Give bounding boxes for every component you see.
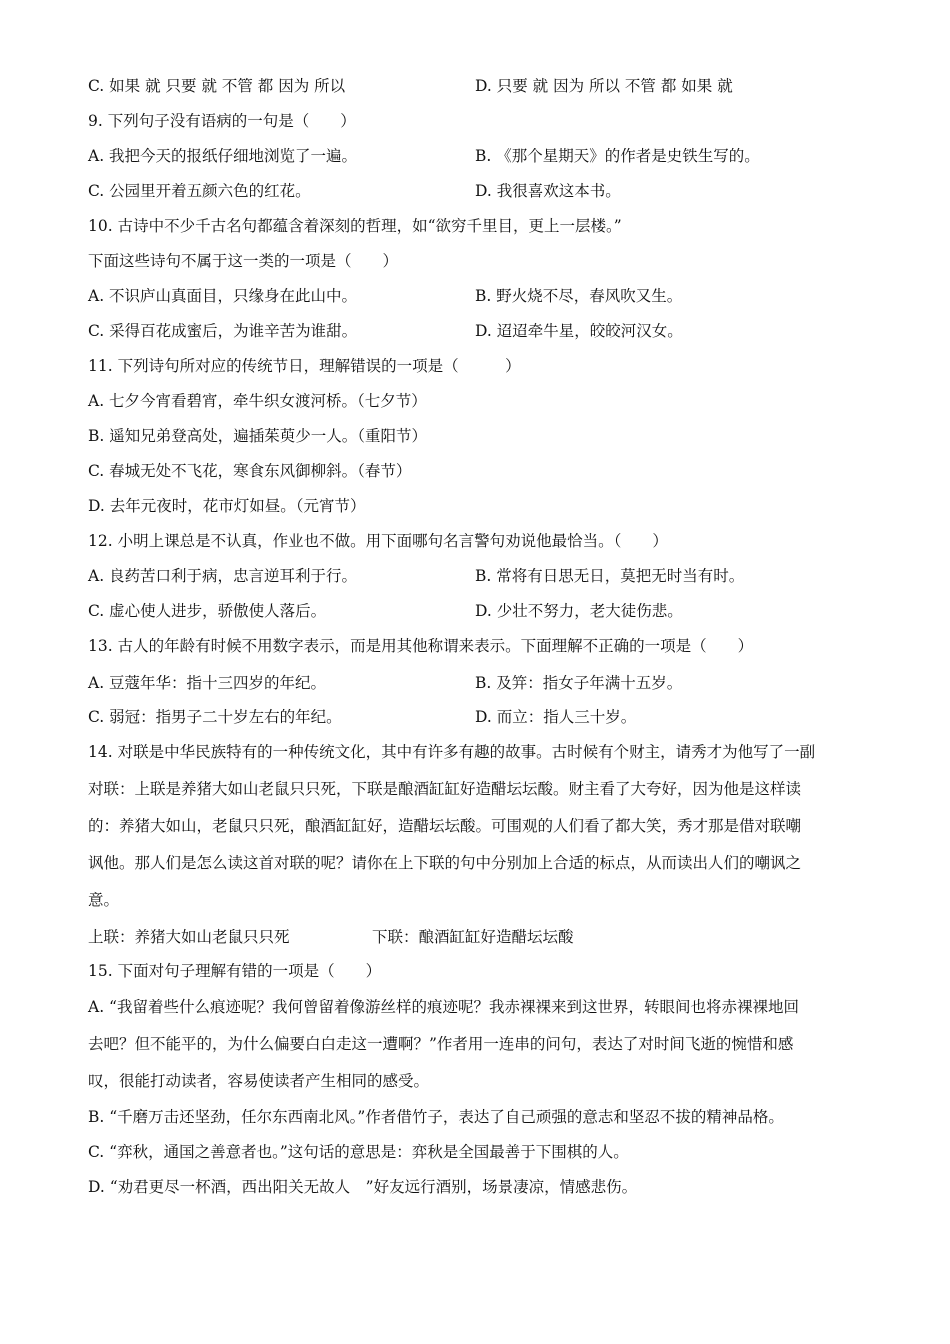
q12-stem: 12. 小明上课总是不认真，作业也不做。用下面哪句名言警句劝说他最恰当。（ ） <box>88 532 668 550</box>
q10-option-d: D. 迢迢牵牛星，皎皎河汉女。 <box>475 322 683 340</box>
q10-option-a: A. 不识庐山真面目，只缘身在此山中。 <box>88 287 358 305</box>
q12-option-c: C. 虚心使人进步，骄傲使人落后。 <box>88 602 327 620</box>
q13-option-d: D. 而立：指人三十岁。 <box>475 708 637 726</box>
q9-stem: 9. 下列句子没有语病的一句是（ ） <box>88 112 356 130</box>
q13-option-b: B. 及笄：指女子年满十五岁。 <box>475 674 683 692</box>
q9-option-d: D. 我很喜欢这本书。 <box>475 182 621 200</box>
q14-line4: 讽他。那人们是怎么读这首对联的呢？请你在上下联的句中分别加上合适的标点，从而读出人们的嘲讽之 <box>88 854 802 872</box>
q12-option-b: B. 常将有日思无日，莫把无时当有时。 <box>475 567 745 585</box>
q15-option-a-line3: 叹，很能打动读者，容易使读者产生相同的感受。 <box>88 1072 430 1090</box>
q15-option-d: D. “劝君更尽一杯酒，西出阳关无故人 ”好友远行酒别，场景凄凉，情感悲伤。 <box>88 1178 638 1196</box>
q11-option-b: B. 遥知兄弟登高处，遍插茱萸少一人。（重阳节） <box>88 427 427 445</box>
q10-option-b: B. 野火烧不尽，春风吹又生。 <box>475 287 683 305</box>
q15-option-b: B. “千磨万击还坚劲，任尔东西南北风。”作者借竹子，表达了自己顽强的意志和坚忍不拔的精神品格。 <box>88 1108 784 1126</box>
q13-stem: 13. 古人的年龄有时候不用数字表示，而是用其他称谓来表示。下面理解不正确的一项是（ ） <box>88 637 754 655</box>
q9-option-a: A. 我把今天的报纸仔细地浏览了一遍。 <box>88 147 358 165</box>
q9-option-c: C. 公园里开着五颜六色的红花。 <box>88 182 311 200</box>
q15-option-c: C. “弈秋，通国之善意者也。”这句话的意思是：弈秋是全国最善于下围棋的人。 <box>88 1143 629 1161</box>
q8-option-d: D. 只要 就 因为 所以 不管 都 如果 就 <box>475 77 733 95</box>
q12-option-d: D. 少壮不努力，老大徒伤悲。 <box>475 602 683 620</box>
q14-line5: 意。 <box>88 891 120 909</box>
q10-option-c: C. 采得百花成蜜后，为谁辛苦为谁甜。 <box>88 322 358 340</box>
q12-option-a: A. 良药苦口利于病，忠言逆耳利于行。 <box>88 567 358 585</box>
q11-option-d: D. 去年元夜时，花市灯如昼。（元宵节） <box>88 497 366 515</box>
q13-option-c: C. 弱冠：指男子二十岁左右的年纪。 <box>88 708 342 726</box>
q11-option-c: C. 春城无处不飞花，寒食东风御柳斜。（春节） <box>88 462 412 480</box>
q14-line1: 14. 对联是中华民族特有的一种传统文化，其中有许多有趣的故事。古时候有个财主，请秀才为他写了一副 <box>88 743 816 761</box>
q15-option-a-line1: A. “我留着些什么痕迹呢？我何曾留着像游丝样的痕迹呢？我赤裸裸来到这世界，转眼间也将赤裸裸地回 <box>88 998 799 1016</box>
q11-stem: 11. 下列诗句所对应的传统节日，理解错误的一项是（ ） <box>88 357 521 375</box>
q11-option-a: A. 七夕今宵看碧宵，牵牛织女渡河桥。（七夕节） <box>88 392 427 410</box>
q14-line2: 对联：上联是养猪大如山老鼠只只死，下联是酿酒缸缸好造醋坛坛酸。财主看了大夸好，因为他是这样读 <box>88 780 802 798</box>
q10-stem-line2: 下面这些诗句不属于这一类的一项是（ ） <box>88 252 399 270</box>
q14-lower-couplet: 下联：酿酒缸缸好造醋坛坛酸 <box>372 928 574 946</box>
q15-stem: 15. 下面对句子理解有错的一项是（ ） <box>88 962 382 980</box>
q14-line3: 的：养猪大如山，老鼠只只死，酿酒缸缸好，造醋坛坛酸。可围观的人们看了都大笑，秀才那是借对联嘲 <box>88 817 802 835</box>
q13-option-a: A. 豆蔻年华：指十三四岁的年纪。 <box>88 674 327 692</box>
q10-stem-line1: 10. 古诗中不少千古名句都蕴含着深刻的哲理，如“欲穷千里目，更上一层楼。” <box>88 217 622 235</box>
q14-upper-couplet: 上联：养猪大如山老鼠只只死 <box>88 928 290 946</box>
q15-option-a-line2: 去吧？但不能平的，为什么偏要白白走这一遭啊？”作者用一连串的问句，表达了对时间飞逝的惋惜和感 <box>88 1035 794 1053</box>
q9-option-b: B. 《那个星期天》的作者是史铁生写的。 <box>475 147 760 165</box>
q8-option-c: C. 如果 就 只要 就 不管 都 因为 所以 <box>88 77 346 95</box>
